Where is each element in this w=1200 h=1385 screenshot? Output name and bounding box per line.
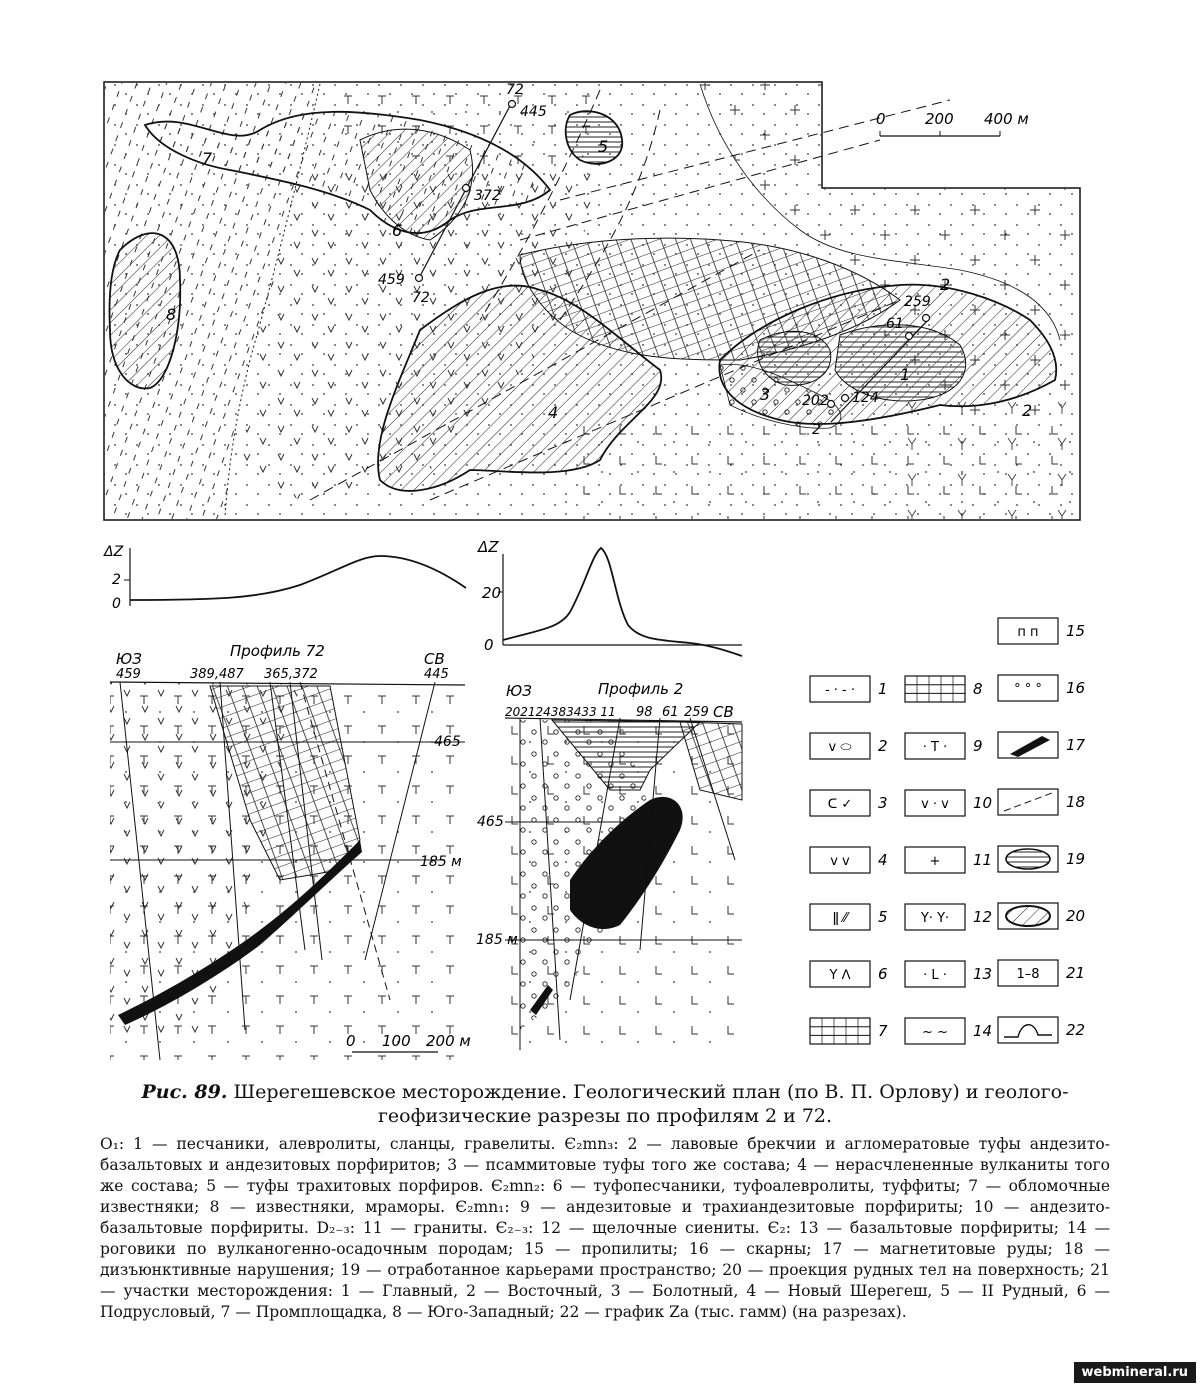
map-well-label: 202 [802, 393, 829, 409]
section-well-label: 98 [636, 705, 653, 720]
legend-symbol: · T · [922, 740, 948, 755]
graph-axis-label: ΔZ [478, 538, 499, 556]
legend-number: 1 [878, 680, 888, 698]
legend-item-14 [905, 1018, 992, 1044]
section-level-label: 465 [477, 814, 504, 830]
graph-tick-label: 20 [482, 584, 502, 602]
legend-symbol: v ⬭ [828, 740, 852, 755]
legend-symbol: ᑕ ✓ [827, 797, 853, 812]
legend-symbol: - · - · [824, 683, 856, 698]
section-well-label: 389,487 [190, 667, 244, 682]
caption-figure-number: Рис. 89. [141, 1081, 228, 1103]
graph-axis-label: ΔZ [104, 544, 124, 560]
legend-item-7 [810, 1018, 888, 1044]
legend-symbol: ~ ~ [922, 1025, 948, 1040]
section-well-label: 459 [116, 667, 141, 682]
legend-number: 10 [973, 794, 993, 812]
legend-number: 19 [1066, 850, 1086, 868]
legend-symbol: 1–8 [1016, 967, 1040, 982]
legend-symbol: Y· Y· [920, 911, 950, 926]
legend-item-3 [810, 790, 888, 816]
legend-item-4 [810, 847, 888, 873]
legend-item-21 [998, 960, 1085, 986]
map-scale-label: 400 м [984, 110, 1029, 128]
legend-symbol: п п [1017, 625, 1039, 640]
legend-item-17 [998, 732, 1086, 758]
legend-item-2 [810, 733, 888, 759]
map-well-label: 372 [474, 188, 501, 204]
legend-symbol: + [929, 854, 941, 869]
cross-section-profile-2 [476, 680, 742, 1050]
legend-number: 17 [1066, 736, 1086, 754]
legend-item-18 [998, 789, 1085, 815]
legend-item-1 [810, 676, 888, 702]
legend-number: 12 [973, 908, 993, 926]
caption-title [100, 1080, 1110, 1128]
gravity-graph-profile-72 [103, 544, 466, 612]
legend-number: 16 [1066, 679, 1086, 697]
legend-number: 18 [1066, 793, 1086, 811]
legend-item-16 [998, 675, 1085, 701]
map-area-number: 8 [166, 305, 177, 324]
map-area-number: 4 [548, 403, 559, 422]
map-well-label: 124 [852, 390, 879, 406]
section-well-label: 445 [424, 667, 449, 682]
cross-section-profile-72 [110, 642, 471, 1060]
caption-title-text: Шерегешевское месторождение. Геологический план (по В. П. Орлову) и геолого-геофизические разрезы по профилям 2 и 72. [233, 1081, 1069, 1127]
map-well-label: 72 [506, 82, 524, 98]
legend-number: 20 [1066, 907, 1086, 925]
section-well-label: 61 [662, 705, 679, 720]
legend-symbol: ° ° ° [1014, 682, 1042, 697]
legend-item-22 [998, 1017, 1085, 1043]
legend-swatch [998, 1017, 1058, 1043]
map-area-number: 7 [202, 149, 213, 168]
map-well-label: 2 [812, 422, 821, 438]
legend-number: 5 [878, 908, 888, 926]
caption-legend-text: O₁: 1 — песчаники, алевролиты, сланцы, гравелиты. Є₂mn₃: 2 — лавовые брекчии и агломератовые туфы андезито-базальтовых и андезитовых порфиритов; 3 — псаммитовые туфы того же состава; 4 — нерасчлененные вулканиты того же состава; 5 — туфы трахитовых порфиров. Є₂mn₂: 6 — туфопесчаники, туфоалевролиты, туффиты; 7 — обломочные известняки; 8 — известняки, мраморы. Є₂mn₁: 9 — андезитовые и трахиандезитовые порфириты; 10 — андезито-базальтовые порфириты. D₂₋₃: 11 — граниты. Є₂₋₃: 12 — щелочные сиениты. Є₂: 13 — базальтовые порфириты; 14 — роговики по вулканогенно-осадочным породам; 15 — пропилиты; 16 — скарны; 17 — магнетитовые руды; 18 — дизъюнктивные нарушения; 19 — отработанное карьерами пространство; 20 — проекция рудных тел на поверхность; 21 — участки месторождения: 1 — Главный, 2 — Восточный, 3 — Болотный, 4 — Новый Шерегеш, 5 — II Рудный, 6 — Подрусловый, 7 — Промплощадка, 8 — Юго-Западный; 22 — график Za (тыс. гамм) (на разрезах). [100, 1135, 1110, 1321]
legend-number: 21 [1066, 964, 1086, 982]
section-level-label: 465 [434, 734, 461, 750]
legend-number: 11 [973, 851, 993, 869]
map-well-label: 459 [378, 272, 405, 288]
graph-tick-label: 2 [112, 572, 121, 588]
legend-number: 3 [878, 794, 888, 812]
legend-item-19 [998, 846, 1085, 872]
section-direction-label: СВ [713, 703, 734, 721]
legend-item-5 [810, 904, 888, 930]
map-area-number: 2 [1022, 401, 1033, 420]
section-well-label: 202124383433 11 [505, 705, 616, 719]
map-scale-label: 0 [876, 110, 886, 128]
section-title: Профиль 2 [598, 680, 684, 698]
legend-number: 22 [1066, 1021, 1086, 1039]
map-well-label: 61 [886, 316, 904, 332]
section-scale-label: 200 м [426, 1032, 471, 1050]
section-well-label: 365,372 [264, 667, 318, 682]
graph-tick-label: 0 [484, 636, 494, 654]
legend-item-13 [905, 961, 992, 987]
legend-symbol: ǁ ⁄⁄ [832, 911, 848, 926]
watermark: webmineral.ru [1074, 1362, 1196, 1383]
legend-number: 6 [878, 965, 888, 983]
legend-item-10 [905, 790, 992, 816]
legend-number: 8 [973, 680, 983, 698]
map-well-label: 259 [904, 294, 931, 310]
graph-tick-label: 0 [112, 596, 121, 612]
legend-swatch [905, 676, 965, 702]
legend-number: 7 [878, 1022, 888, 1040]
map-area-number: 2 [940, 275, 951, 294]
legend-item-15 [998, 618, 1085, 644]
legend-number: 2 [878, 737, 888, 755]
legend-item-11 [905, 847, 992, 873]
syenite-zone [880, 400, 1080, 519]
legend-symbol: v v [830, 854, 850, 869]
legend-number: 13 [973, 965, 993, 983]
legend-symbol: · L · [923, 968, 947, 983]
legend-symbol: v · v [921, 797, 949, 812]
legend [810, 618, 1086, 1044]
section-level-label: 185 м [420, 854, 462, 870]
figure-caption [100, 1080, 1110, 1323]
map-scale-label: 200 [925, 110, 954, 128]
legend-swatch [810, 1018, 870, 1044]
section-scale-label: 100 [382, 1032, 411, 1050]
section-direction-label: ЮЗ [116, 650, 142, 668]
legend-number: 15 [1066, 622, 1086, 640]
map-scale-bar [876, 110, 1029, 136]
section-scale-label: 0 [346, 1032, 356, 1050]
gravity-graph-profile-2 [477, 538, 742, 656]
map-well-label: 72 [412, 290, 430, 306]
map-well-label: 445 [520, 104, 547, 120]
section-well-label: 259 [684, 705, 709, 720]
section-title: Профиль 72 [230, 642, 325, 660]
legend-item-12 [905, 904, 992, 930]
map-area-number: 3 [760, 385, 771, 404]
legend-item-8 [905, 676, 983, 702]
map-area-number: 5 [598, 137, 609, 156]
geological-map [104, 82, 1080, 520]
legend-item-20 [998, 903, 1085, 929]
legend-number: 9 [973, 737, 983, 755]
section-level-label: 185 м [476, 932, 518, 948]
section-direction-label: ЮЗ [506, 682, 532, 700]
legend-item-6 [810, 961, 888, 987]
map-area-number: 1 [900, 365, 911, 384]
section-direction-label: СВ [424, 650, 445, 668]
legend-number: 4 [878, 851, 888, 869]
legend-symbol: Y ᐱ [829, 968, 851, 983]
legend-number: 14 [973, 1022, 993, 1040]
legend-item-9 [905, 733, 983, 759]
map-area-number: 6 [392, 221, 403, 240]
